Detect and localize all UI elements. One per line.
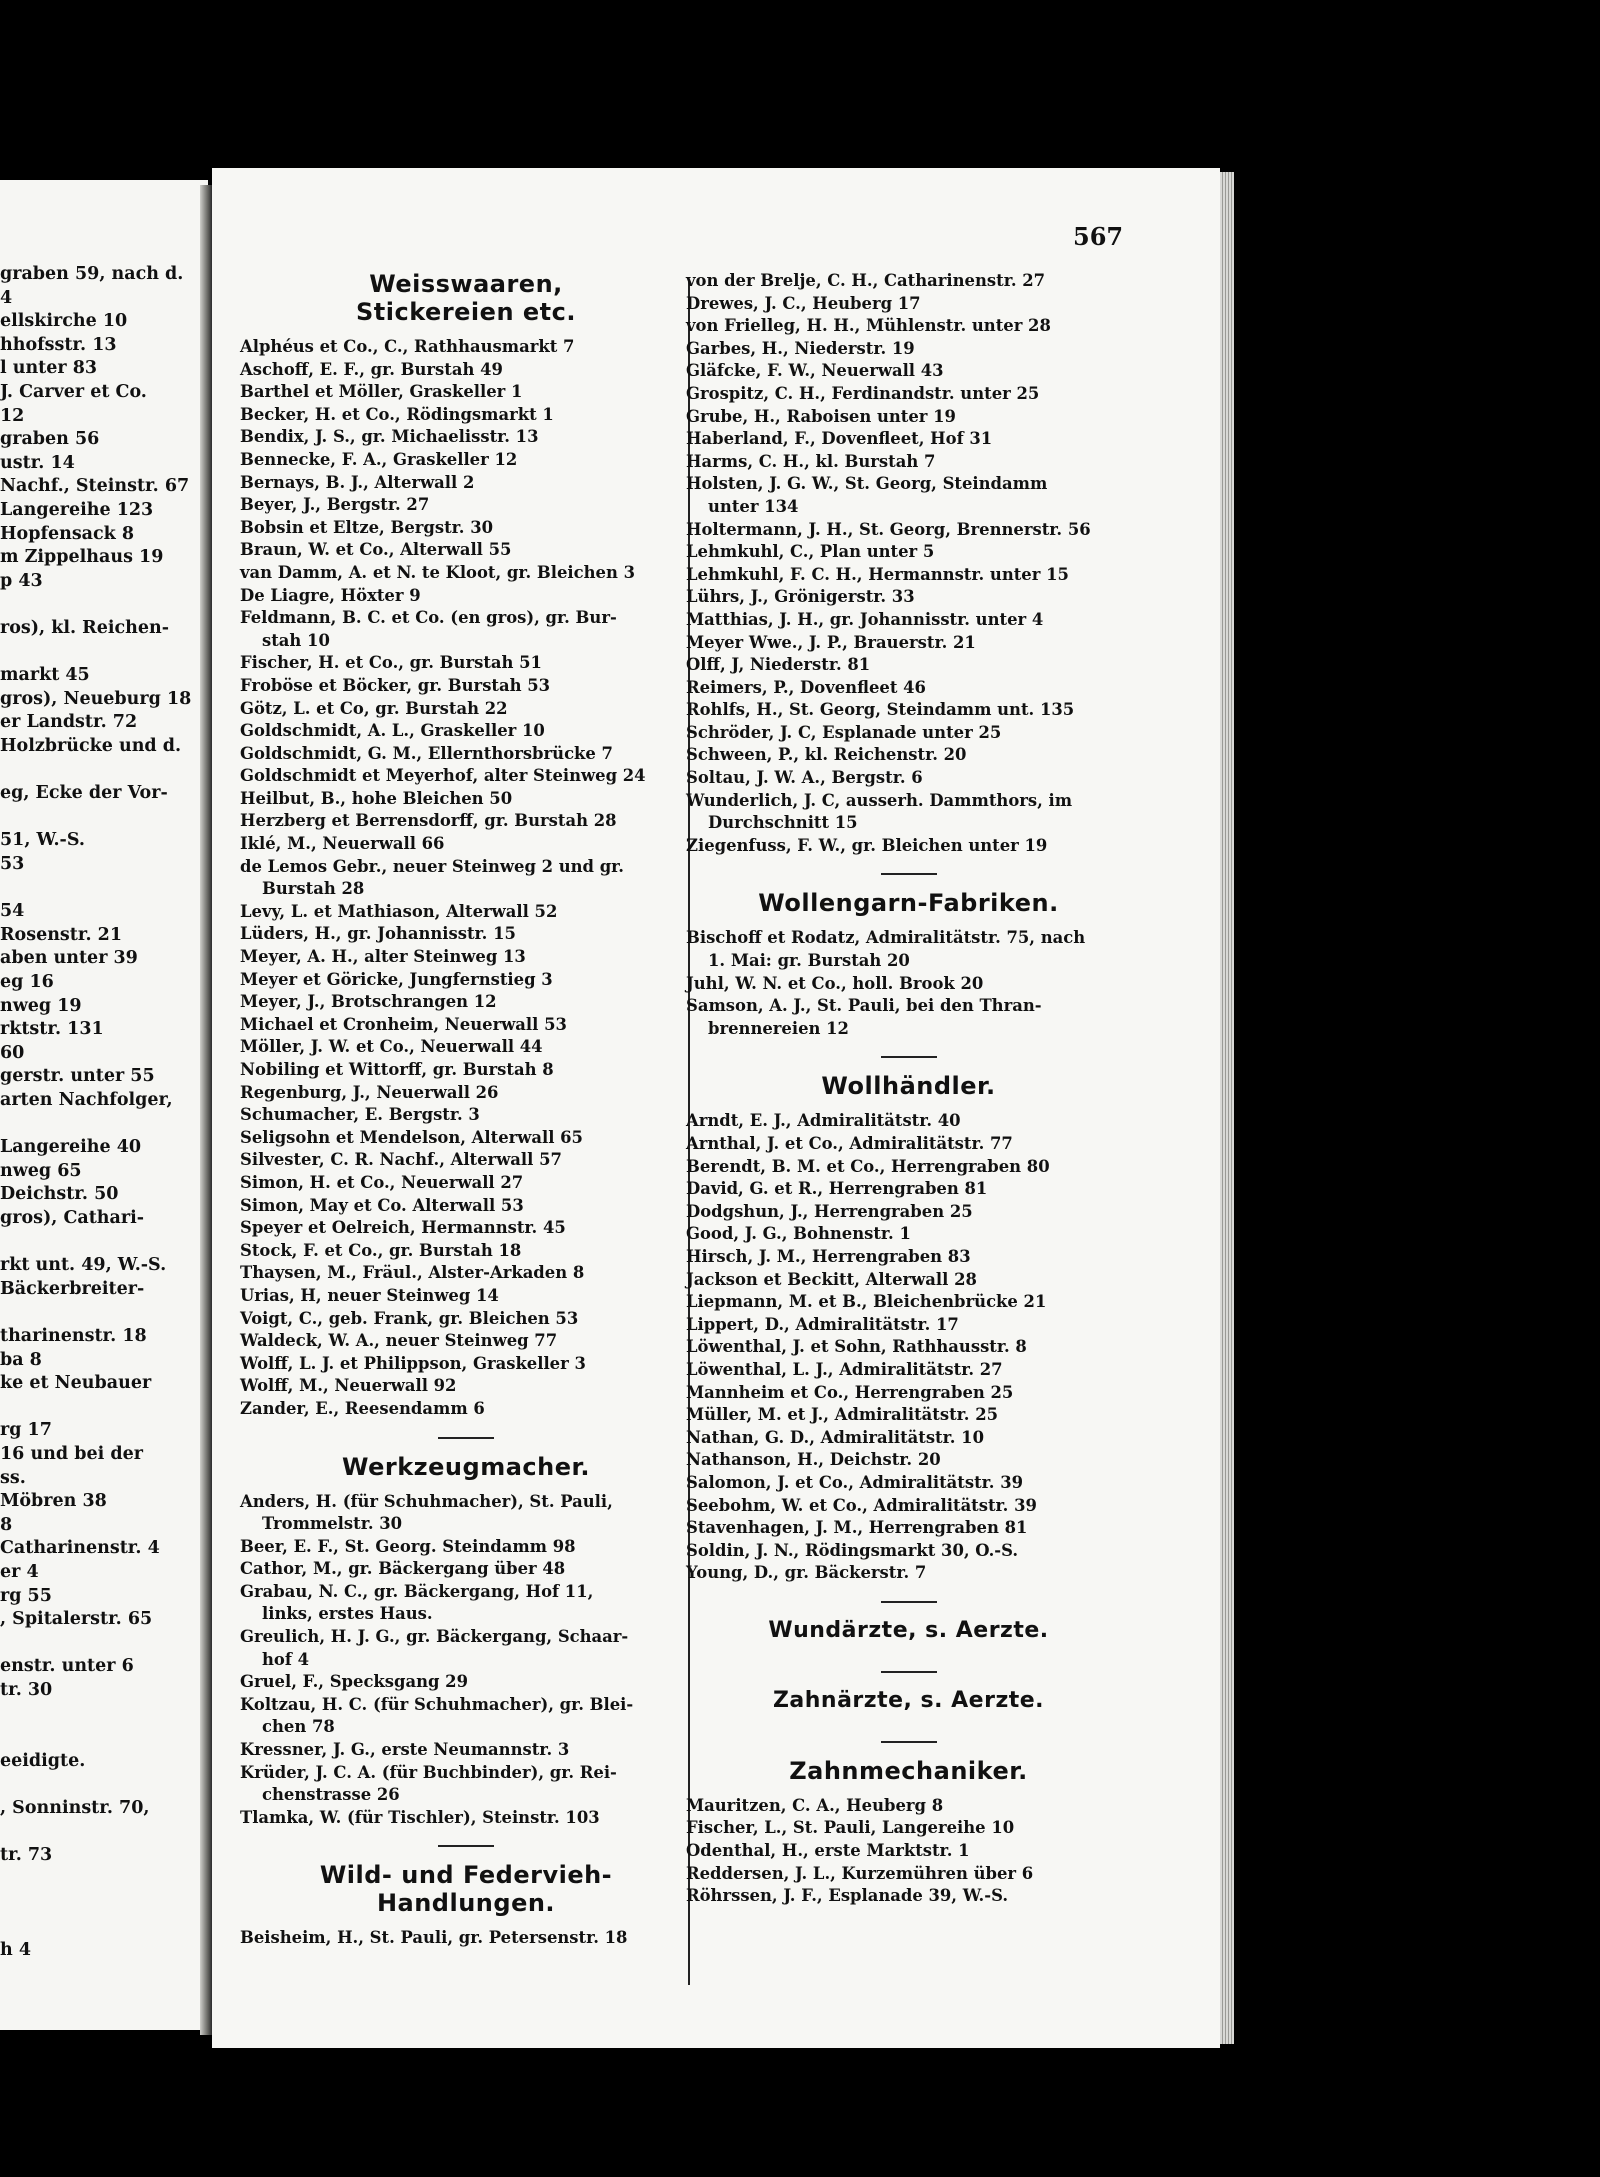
directory-entry: Bernays, B. J., Alterwall 2	[240, 472, 475, 492]
directory-entry: Goldschmidt, A. L., Graskeller 10	[240, 721, 545, 741]
directory-entry: Urias, H, neuer Steinweg 14	[240, 1285, 499, 1305]
column-left	[240, 270, 692, 1950]
directory-entry-continuation: brennereien 12	[708, 1018, 849, 1038]
directory-entry: Salomon, J. et Co., Admiralitätstr. 39	[686, 1472, 1023, 1492]
left-page-line: tr. 73	[0, 1845, 53, 1866]
directory-entry-continuation: 1. Mai: gr. Burstah 20	[708, 951, 910, 971]
directory-entry: Lehmkuhl, C., Plan unter 5	[686, 542, 935, 562]
directory-entry: Drewes, J. C., Heuberg 17	[686, 293, 921, 313]
left-page-line: hhofsstr. 13	[0, 334, 117, 355]
directory-entry: Holtermann, J. H., St. Georg, Brennerstr. 56	[686, 519, 1091, 539]
left-page-line: 53	[0, 854, 25, 874]
directory-entry: Meyer, J., Brotschrangen 12	[240, 992, 497, 1012]
directory-entry: Gruel, F., Specksgang 29	[240, 1672, 468, 1692]
left-page-line: m Zippelhaus 19	[0, 547, 164, 568]
directory-entry: Möller, J. W. et Co., Neuerwall 44	[240, 1037, 543, 1057]
directory-entry: Mannheim et Co., Herrengraben 25	[686, 1382, 1014, 1402]
directory-entry: Lehmkuhl, F. C. H., Hermannstr. unter 15	[686, 564, 1069, 584]
section-heading: Wild- und Federvieh-	[319, 1861, 613, 1890]
left-page-line: graben 56	[0, 429, 100, 450]
directory-entry: Matthias, J. H., gr. Johannisstr. unter 4	[686, 609, 1044, 629]
directory-entry: Aschoff, E. F., gr. Burstah 49	[240, 359, 503, 379]
left-page-line: rg 17	[0, 1420, 52, 1441]
directory-entry: Wolff, L. J. et Philippson, Graskeller 3	[240, 1353, 586, 1373]
section-separator	[881, 1056, 937, 1058]
left-page-line: l unter 83	[0, 358, 98, 379]
directory-entry: Wolff, M., Neuerwall 92	[240, 1376, 457, 1396]
directory-entry: Ziegenfuss, F. W., gr. Bleichen unter 19	[686, 835, 1048, 855]
heading-spacer	[686, 1645, 1131, 1655]
left-page-line: 60	[0, 1042, 25, 1063]
section-heading: Weisswaaren,	[369, 270, 563, 298]
left-page-line: graben 59, nach d.	[0, 264, 184, 284]
left-page-line: Deichstr. 50	[0, 1184, 119, 1205]
directory-entry: Röhrssen, J. F., Esplanade 39, W.-S.	[686, 1886, 1009, 1906]
directory-entry: Simon, May et Co. Alterwall 53	[240, 1195, 524, 1215]
section-separator	[881, 873, 937, 875]
directory-entry: Beisheim, H., St. Pauli, gr. Petersenstr. 18	[240, 1928, 628, 1948]
directory-entry-continuation: chenstrasse 26	[262, 1785, 400, 1805]
left-page-line: nweg 19	[0, 995, 82, 1016]
directory-entry: Dodgshun, J., Herrengraben 25	[686, 1201, 973, 1221]
directory-entry: Meyer Wwe., J. P., Brauerstr. 21	[686, 632, 976, 652]
directory-entry: Bennecke, F. A., Graskeller 12	[240, 449, 518, 469]
directory-entry: Soldin, J. N., Rödingsmarkt 30, O.-S.	[686, 1540, 1019, 1560]
directory-entry-continuation: hof 4	[262, 1649, 310, 1669]
section-heading: Handlungen.	[376, 1889, 556, 1918]
directory-entry: Herzberg et Berrensdorff, gr. Burstah 28	[240, 811, 617, 831]
directory-entry: Michael et Cronheim, Neuerwall 53	[240, 1014, 567, 1034]
directory-entry: Berendt, B. M. et Co., Herrengraben 80	[686, 1156, 1050, 1176]
directory-entry: Holsten, J. G. W., St. Georg, Steindamm	[686, 474, 1048, 494]
directory-entry: Lüders, H., gr. Johannisstr. 15	[240, 924, 516, 944]
directory-entry: Schumacher, E. Bergstr. 3	[240, 1105, 480, 1125]
directory-entry: Seligsohn et Mendelson, Alterwall 65	[240, 1127, 583, 1147]
directory-entry: Gläfcke, F. W., Neuerwall 43	[686, 361, 944, 381]
directory-entry: Reimers, P., Dovenfleet 46	[686, 677, 926, 697]
directory-entry: Regenburg, J., Neuerwall 26	[240, 1082, 499, 1102]
directory-entry: Grabau, N. C., gr. Bäckergang, Hof 11,	[240, 1581, 594, 1601]
directory-entry: Samson, A. J., St. Pauli, bei den Thran-	[686, 996, 1042, 1016]
left-page-line: rg 55	[0, 1585, 52, 1606]
heading-spacer	[686, 1715, 1131, 1725]
directory-entry: Krüder, J. C. A. (für Buchbinder), gr. Rei-	[240, 1762, 617, 1782]
directory-entry-continuation: links, erstes Haus.	[262, 1604, 433, 1624]
left-page-line: Nachf., Steinstr. 67	[0, 476, 190, 497]
section-separator	[438, 1437, 494, 1439]
left-page-line: , Spitalerstr. 65	[0, 1609, 153, 1630]
heading-spacer	[240, 1917, 692, 1927]
directory-entry: Stavenhagen, J. M., Herrengraben 81	[686, 1518, 1028, 1538]
directory-entry: Löwenthal, J. et Sohn, Rathhausstr. 8	[686, 1337, 1027, 1357]
directory-entry: Garbes, H., Niederstr. 19	[686, 338, 915, 358]
directory-entry: Stock, F. et Co., gr. Burstah 18	[240, 1240, 522, 1260]
directory-entry: Liepmann, M. et B., Bleichenbrücke 21	[686, 1292, 1047, 1312]
directory-entry: Reddersen, J. L., Kurzemühren über 6	[686, 1863, 1034, 1883]
heading-spacer	[686, 917, 1131, 927]
left-page-line: er 4	[0, 1562, 39, 1582]
left-page-line: gros), Cathari-	[0, 1208, 144, 1228]
directory-entry: Jackson et Beckitt, Alterwall 28	[686, 1269, 977, 1289]
directory-entry: Mauritzen, C. A., Heuberg 8	[686, 1795, 944, 1815]
left-page-line: aben unter 39	[0, 948, 138, 969]
left-page-line: Möbren 38	[0, 1491, 107, 1512]
section-heading: Werkzeugmacher.	[341, 1452, 591, 1481]
directory-entry: Zander, E., Reesendamm 6	[240, 1398, 485, 1418]
directory-entry-continuation: chen 78	[262, 1717, 335, 1737]
left-page-line: gerstr. unter 55	[0, 1066, 155, 1087]
directory-entry: Fischer, L., St. Pauli, Langereihe 10	[686, 1818, 1015, 1838]
left-page-line: rktstr. 131	[0, 1019, 104, 1040]
directory-entry: Koltzau, H. C. (für Schuhmacher), gr. Blei-	[240, 1694, 634, 1714]
directory-entry: Grospitz, C. H., Ferdinandstr. unter 25	[686, 383, 1040, 403]
directory-entry: Young, D., gr. Bäckerstr. 7	[686, 1563, 927, 1583]
left-page-line: Bäckerbreiter-	[0, 1278, 145, 1299]
directory-entry: Waldeck, W. A., neuer Steinweg 77	[240, 1331, 558, 1351]
left-page-line: 12	[0, 405, 25, 426]
left-page-line: Langereihe 123	[0, 500, 154, 520]
section-separator	[881, 1671, 937, 1673]
directory-entry: Meyer, A. H., alter Steinweg 13	[240, 947, 526, 967]
left-page-line: rkt unt. 49, W.-S.	[0, 1255, 167, 1276]
directory-entry: von der Brelje, C. H., Catharinenstr. 27	[686, 271, 1046, 290]
directory-entry: Beyer, J., Bergstr. 27	[240, 495, 430, 515]
directory-entry-continuation: Durchschnitt 15	[708, 813, 858, 833]
left-page-line: ros), kl. Reichen-	[0, 618, 169, 638]
directory-entry: Grube, H., Raboisen unter 19	[686, 406, 956, 426]
directory-entry: Braun, W. et Co., Alterwall 55	[240, 540, 512, 560]
directory-entry: Barthel et Möller, Graskeller 1	[240, 382, 523, 402]
section-heading: Stickereien etc.	[356, 298, 576, 326]
directory-entry: Levy, L. et Mathiason, Alterwall 52	[240, 901, 558, 921]
directory-entry: Haberland, F., Dovenfleet, Hof 31	[686, 429, 993, 449]
directory-entry: Alphéus et Co., C., Rathhausmarkt 7	[240, 337, 575, 356]
directory-entry: Feldmann, B. C. et Co. (en gros), gr. Bur-	[240, 608, 617, 628]
directory-entry: Götz, L. et Co, gr. Burstah 22	[240, 698, 508, 718]
directory-entry: Harms, C. H., kl. Burstah 7	[686, 451, 936, 471]
heading-spacer	[686, 1100, 1131, 1110]
left-page-line: enstr. unter 6	[0, 1656, 134, 1677]
directory-entry: Nathanson, H., Deichstr. 20	[686, 1450, 941, 1470]
directory-entry: Greulich, H. J. G., gr. Bäckergang, Schaar-	[240, 1627, 629, 1647]
directory-entry: Nathan, G. D., Admiralitätstr. 10	[686, 1427, 984, 1447]
directory-entry: Tlamka, W. (für Tischler), Steinstr. 103	[240, 1807, 600, 1827]
directory-entry-continuation: Trommelstr. 30	[262, 1514, 403, 1534]
directory-entry: van Damm, A. et N. te Kloot, gr. Bleichen 3	[240, 562, 635, 582]
left-page-line: nweg 65	[0, 1160, 82, 1181]
section-separator	[881, 1601, 937, 1603]
directory-entry: Speyer et Oelreich, Hermannstr. 45	[240, 1218, 566, 1238]
directory-entry: Iklé, M., Neuerwall 66	[240, 834, 445, 854]
directory-entry: Odenthal, H., erste Marktstr. 1	[686, 1841, 970, 1861]
left-page-line: ba 8	[0, 1349, 42, 1370]
page-edges	[1220, 172, 1234, 2044]
directory-entry: Wunderlich, J. C, ausserh. Dammthors, im	[686, 790, 1073, 810]
directory-entry: Nobiling et Wittorff, gr. Burstah 8	[240, 1060, 554, 1079]
directory-entry: de Lemos Gebr., neuer Steinweg 2 und gr.	[240, 856, 625, 876]
directory-entry: Schween, P., kl. Reichenstr. 20	[686, 745, 967, 765]
left-page-line: ustr. 14	[0, 452, 75, 473]
directory-entry: Silvester, C. R. Nachf., Alterwall 57	[240, 1150, 562, 1170]
left-page-line: 54	[0, 901, 25, 922]
directory-entry: Meyer et Göricke, Jungfernstieg 3	[240, 969, 553, 989]
heading-spacer	[240, 1481, 692, 1491]
directory-entry: Lührs, J., Grönigerstr. 33	[686, 587, 915, 607]
left-page-line: Rosenstr. 21	[0, 924, 123, 945]
directory-entry: Anders, H. (für Schuhmacher), St. Pauli,	[240, 1491, 613, 1511]
directory-entry: Bischoff et Rodatz, Admiralitätstr. 75, nach	[686, 928, 1086, 948]
directory-entry: Good, J. G., Bohnenstr. 1	[686, 1224, 911, 1244]
left-page-line: eg 16	[0, 972, 54, 992]
left-page-line: J. Carver et Co.	[0, 382, 147, 402]
section-heading: Zahnmechaniker.	[789, 1756, 1028, 1785]
directory-entry: Müller, M. et J., Admiralitätstr. 25	[686, 1405, 999, 1425]
directory-entry: Bobsin et Eltze, Bergstr. 30	[240, 517, 493, 537]
directory-entry: Löwenthal, L. J., Admiralitätstr. 27	[686, 1359, 1003, 1379]
directory-entry: Rohlfs, H., St. Georg, Steindamm unt. 135	[686, 700, 1075, 720]
directory-entry: Lippert, D., Admiralitätstr. 17	[686, 1314, 959, 1334]
left-page-line: h 4	[0, 1939, 31, 1960]
left-page-line: tharinenstr. 18	[0, 1326, 147, 1346]
directory-entry: Froböse et Böcker, gr. Burstah 53	[240, 675, 551, 695]
directory-entry: Cathor, M., gr. Bäckergang über 48	[240, 1559, 566, 1579]
left-page-line: Hopfensack 8	[0, 523, 135, 544]
directory-entry: von Frielleg, H. H., Mühlenstr. unter 28	[686, 316, 1051, 336]
directory-entry: Bendix, J. S., gr. Michaelisstr. 13	[240, 427, 539, 447]
directory-entry: Seebohm, W. et Co., Admiralitätstr. 39	[686, 1495, 1037, 1515]
directory-entry: Fischer, H. et Co., gr. Burstah 51	[240, 653, 542, 673]
heading-spacer	[240, 326, 692, 336]
book-gutter	[200, 185, 212, 2035]
left-page-line: Langereihe 40	[0, 1137, 142, 1158]
directory-entry: Voigt, C., geb. Frank, gr. Bleichen 53	[240, 1308, 579, 1328]
left-page-line: tr. 30	[0, 1680, 53, 1700]
left-page-line: arten Nachfolger,	[0, 1090, 173, 1110]
left-facing-page	[0, 180, 208, 2030]
directory-entry: Simon, H. et Co., Neuerwall 27	[240, 1172, 524, 1192]
column-right	[686, 270, 1131, 1908]
directory-entry-continuation: Burstah 28	[262, 879, 365, 899]
directory-entry: Beer, E. F., St. Georg. Steindamm 98	[240, 1536, 576, 1556]
left-page-line: ellskirche 10	[0, 311, 128, 332]
directory-entry: Heilbut, B., hohe Bleichen 50	[240, 788, 513, 808]
directory-entry-continuation: stah 10	[262, 630, 330, 650]
left-page-line: ss.	[0, 1467, 26, 1488]
left-page-line: gros), Neueburg 18	[0, 688, 192, 709]
directory-entry: Hirsch, J. M., Herrengraben 83	[686, 1246, 971, 1266]
left-page-line: er Landstr. 72	[0, 712, 138, 733]
left-page-line: markt 45	[0, 665, 90, 686]
directory-entry: Juhl, W. N. et Co., holl. Brook 20	[686, 973, 984, 993]
left-page-line: 4	[0, 287, 13, 308]
section-separator	[881, 1741, 937, 1743]
left-page-line: , Sonninstr. 70,	[0, 1798, 150, 1818]
page-number: 567	[1073, 222, 1124, 251]
directory-entry: Soltau, J. W. A., Bergstr. 6	[686, 768, 923, 788]
directory-entry: Arndt, E. J., Admiralitätstr. 40	[686, 1111, 961, 1131]
left-page-line: eg, Ecke der Vor-	[0, 783, 168, 804]
directory-entry: Goldschmidt, G. M., Ellernthorsbrücke 7	[240, 743, 613, 763]
left-page-line: ke et Neubauer	[0, 1373, 152, 1394]
section-heading: Wundärzte, s. Aerzte.	[768, 1617, 1049, 1643]
directory-entry: Arnthal, J. et Co., Admiralitätstr. 77	[686, 1134, 1013, 1153]
directory-entry: Schröder, J. C, Esplanade unter 25	[686, 722, 1002, 742]
left-page-line: 51, W.-S.	[0, 830, 85, 851]
directory-entry: Goldschmidt et Meyerhof, alter Steinweg 24	[240, 766, 646, 786]
directory-entry: David, G. et R., Herrengraben 81	[686, 1179, 988, 1199]
heading-spacer	[686, 1785, 1131, 1795]
left-page-line: 16 und bei der	[0, 1444, 143, 1464]
section-heading: Zahnärzte, s. Aerzte.	[772, 1687, 1045, 1713]
left-page-line: eeidigte.	[0, 1750, 86, 1771]
section-heading: Wollhändler.	[821, 1072, 996, 1101]
left-page-line: Catharinenstr. 4	[0, 1538, 160, 1559]
directory-entry: Olff, J, Niederstr. 81	[686, 655, 871, 675]
left-page-line: 8	[0, 1514, 13, 1535]
directory-entry: Kressner, J. G., erste Neumannstr. 3	[240, 1740, 570, 1760]
left-page-line: p 43	[0, 570, 43, 591]
directory-entry-continuation: unter 134	[708, 496, 799, 516]
section-separator	[438, 1845, 494, 1847]
left-page-line: Holzbrücke und d.	[0, 736, 182, 756]
directory-entry: Becker, H. et Co., Rödingsmarkt 1	[240, 404, 554, 424]
directory-entry: Thaysen, M., Fräul., Alster-Arkaden 8	[240, 1263, 585, 1283]
section-heading: Wollengarn-Fabriken.	[758, 889, 1059, 918]
directory-entry: De Liagre, Höxter 9	[240, 585, 421, 605]
